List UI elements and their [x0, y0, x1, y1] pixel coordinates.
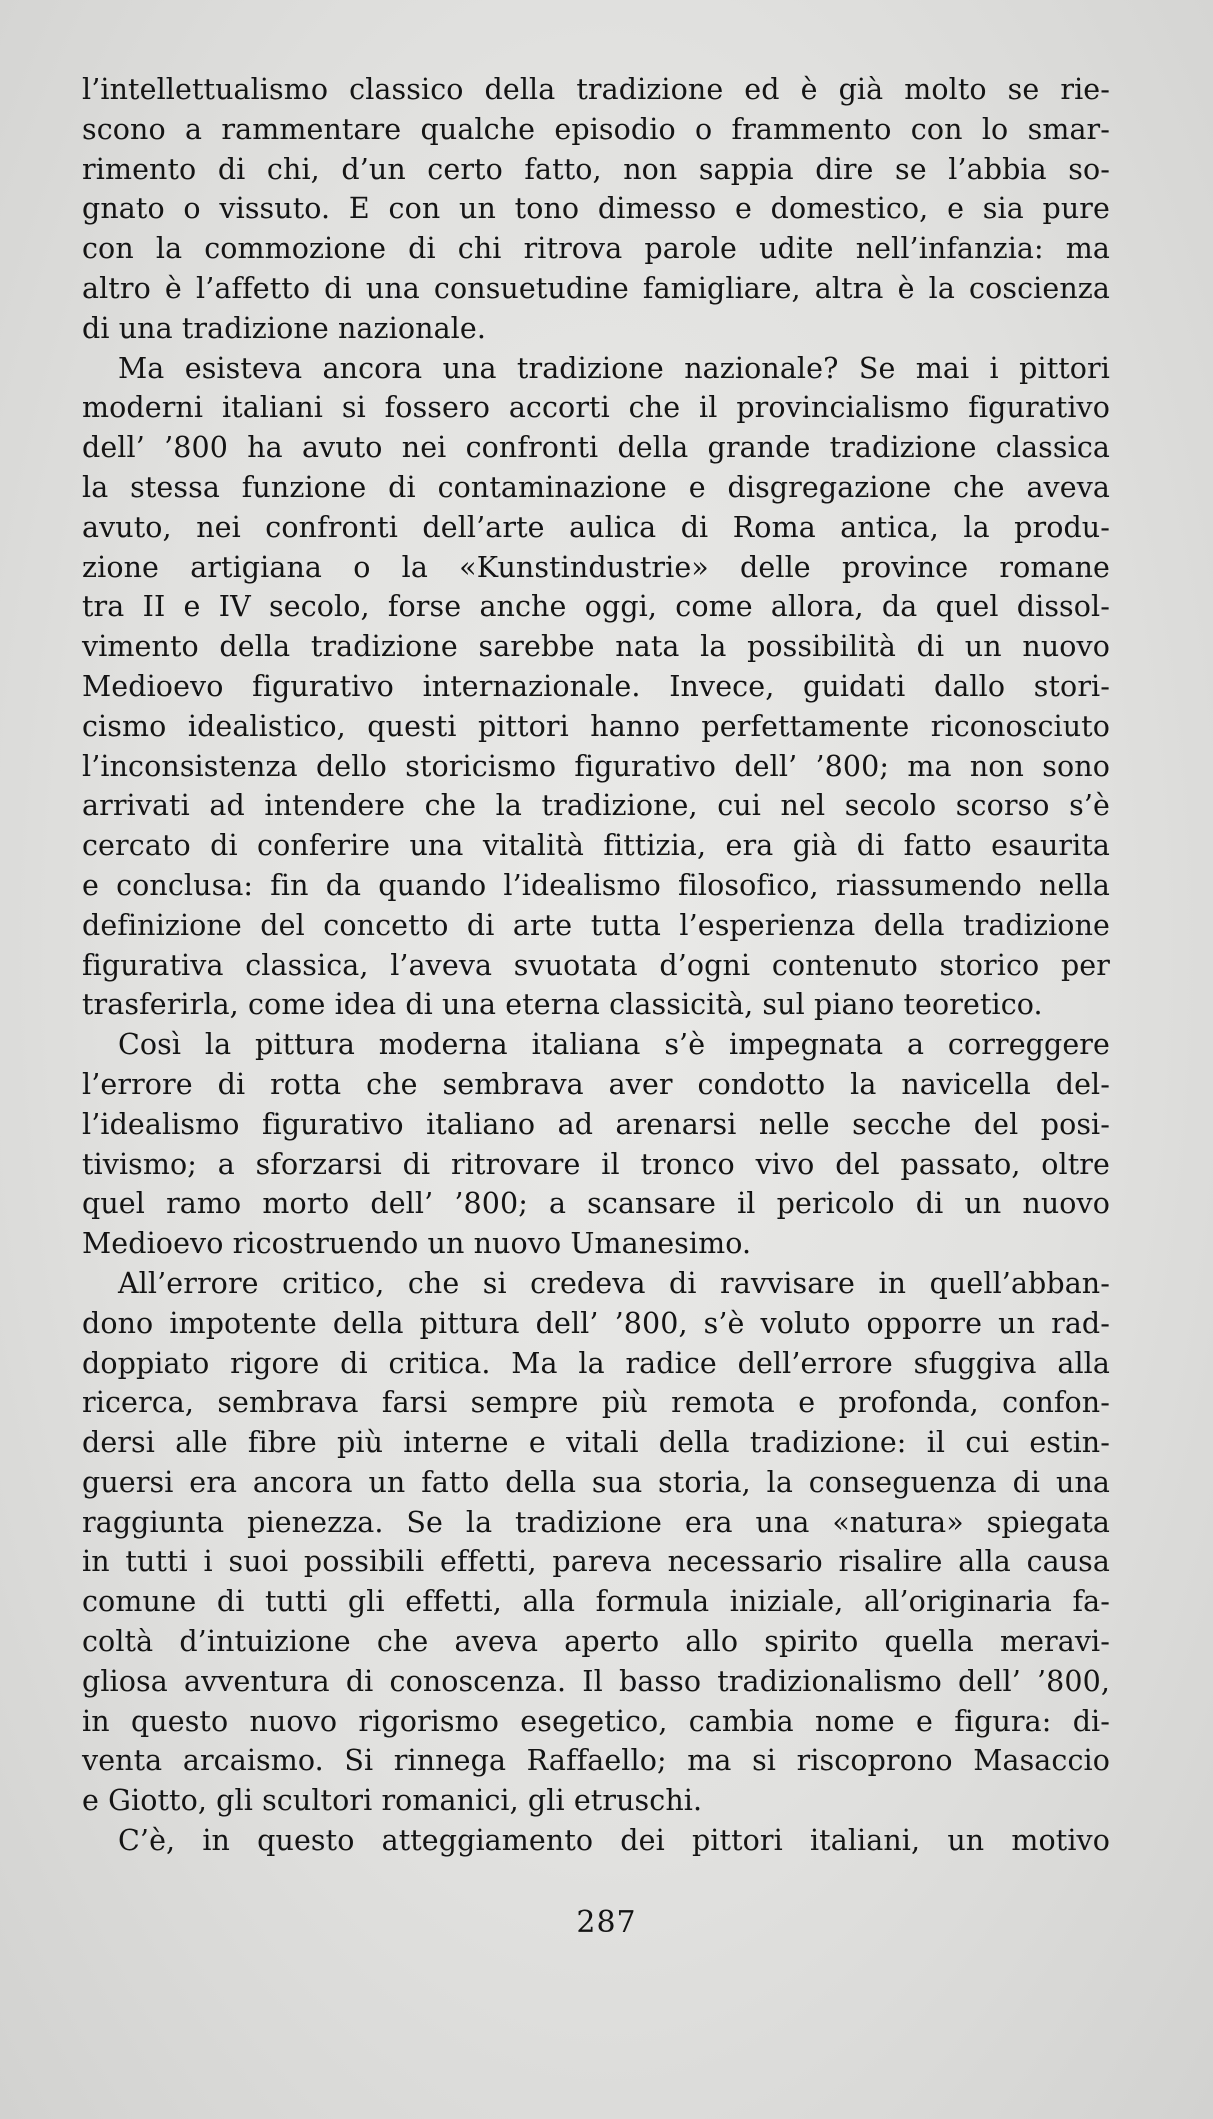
text-line: con la commozione di chi ritrova parole udite nell’infanzia: ma	[82, 232, 1110, 266]
text-line: in questo nuovo rigorismo esegetico, cambia nome e figura: di-	[82, 1704, 1110, 1738]
text-line: altro è l’affetto di una consuetudine famigliare, altra è la coscienza	[82, 271, 1110, 305]
text-line: la stessa funzione di contaminazione e disgregazione che aveva	[82, 470, 1110, 504]
text-line: dell’ ’800 ha avuto nei confronti della grande tradizione classica	[82, 431, 1110, 465]
text-line: gnato o vissuto. E con un tono dimesso e domestico, e sia pure	[82, 192, 1110, 226]
text-line: venta arcaismo. Si rinnega Raffaello; ma si riscoprono Masaccio	[82, 1744, 1110, 1778]
text-line: cismo idealistico, questi pittori hanno perfettamente riconosciuto	[82, 709, 1110, 743]
text-line: l’idealismo figurativo italiano ad arenarsi nelle secche del posi-	[82, 1107, 1110, 1141]
text-line: l’errore di rotta che sembrava aver condotto la navicella del-	[82, 1067, 1110, 1101]
text-line: zione artigiana o la «Kunstindustrie» delle province romane	[82, 550, 1110, 584]
text-line: doppiato rigore di critica. Ma la radice dell’errore sfuggiva alla	[82, 1346, 1110, 1380]
text-line: definizione del concetto di arte tutta l’esperienza della tradizione	[82, 908, 1110, 942]
text-line: l’intellettualismo classico della tradizione ed è già molto se rie-	[82, 73, 1110, 106]
paragraph	[82, 1821, 1110, 1861]
text-line: quel ramo morto dell’ ’800; a scansare il pericolo di un nuovo	[82, 1187, 1110, 1221]
text-line: di una tradizione nazionale.	[82, 311, 486, 345]
page-number: 287	[576, 1905, 637, 1940]
text-line: moderni italiani si fossero accorti che il provincialismo figurativo	[82, 391, 1110, 425]
text-line: gliosa avventura di conoscenza. Il basso tradizionalismo dell’ ’800,	[82, 1664, 1110, 1698]
text-line: trasferirla, come idea di una eterna classicità, sul piano teoretico.	[82, 988, 1043, 1022]
text-line: e conclusa: fin da quando l’idealismo filosofico, riassumendo nella	[82, 868, 1110, 902]
text-line: vimento della tradizione sarebbe nata la possibilità di un nuovo	[82, 630, 1110, 664]
text-line: in tutti i suoi possibili effetti, pareva necessario risalire alla causa	[82, 1545, 1110, 1579]
text-line: Medioevo ricostruendo un nuovo Umanesimo.	[82, 1227, 752, 1261]
text-line: l’inconsistenza dello storicismo figurativo dell’ ’800; ma non sono	[82, 749, 1110, 783]
text-line: Ma esisteva ancora una tradizione nazionale? Se mai i pittori	[118, 351, 1110, 385]
text-line: ricerca, sembrava farsi sempre più remota e profonda, confon-	[82, 1386, 1110, 1420]
text-line: C’è, in questo atteggiamento dei pittori italiani, un motivo	[118, 1824, 1110, 1858]
text-line: comune di tutti gli effetti, alla formula iniziale, all’originaria fa-	[82, 1585, 1110, 1619]
text-line: cercato di conferire una vitalità fittizia, era già di fatto esaurita	[82, 829, 1110, 863]
text-line: dersi alle fibre più interne e vitali della tradizione: il cui estin-	[82, 1426, 1110, 1460]
text-line: coltà d’intuizione che aveva aperto allo spirito quella meravi-	[82, 1625, 1110, 1659]
text-line: avuto, nei confronti dell’arte aulica di Roma antica, la produ-	[82, 510, 1110, 544]
text-line: Medioevo figurativo internazionale. Invece, guidati dallo stori-	[82, 669, 1110, 703]
paragraph	[82, 1264, 1110, 1821]
text-line: Così la pittura moderna italiana s’è impegnata a correggere	[118, 1028, 1110, 1062]
text-line: e Giotto, gli scultori romanici, gli etruschi.	[82, 1784, 703, 1818]
body-text	[82, 70, 1110, 1861]
text-line: tivismo; a sforzarsi di ritrovare il tronco vivo del passato, oltre	[82, 1147, 1110, 1181]
paragraph	[82, 70, 1110, 349]
text-line: arrivati ad intendere che la tradizione, cui nel secolo scorso s’è	[82, 789, 1110, 823]
text-line: All’errore critico, che si credeva di ravvisare in quell’abban-	[118, 1266, 1110, 1300]
text-line: figurativa classica, l’aveva svuotata d’ogni contenuto storico per	[82, 948, 1110, 982]
paragraph	[82, 1025, 1110, 1264]
text-line: guersi era ancora un fatto della sua storia, la conseguenza di una	[82, 1465, 1110, 1499]
text-line: scono a rammentare qualche episodio o frammento con lo smar-	[82, 112, 1110, 146]
text-line: raggiunta pienezza. Se la tradizione era una «natura» spiegata	[82, 1505, 1110, 1539]
text-line: dono impotente della pittura dell’ ’800, s’è voluto opporre un rad-	[82, 1306, 1110, 1340]
text-line: tra II e IV secolo, forse anche oggi, come allora, da quel dissol-	[82, 590, 1110, 624]
text-line: rimento di chi, d’un certo fatto, non sappia dire se l’abbia so-	[82, 152, 1110, 186]
paragraph	[82, 349, 1110, 1026]
